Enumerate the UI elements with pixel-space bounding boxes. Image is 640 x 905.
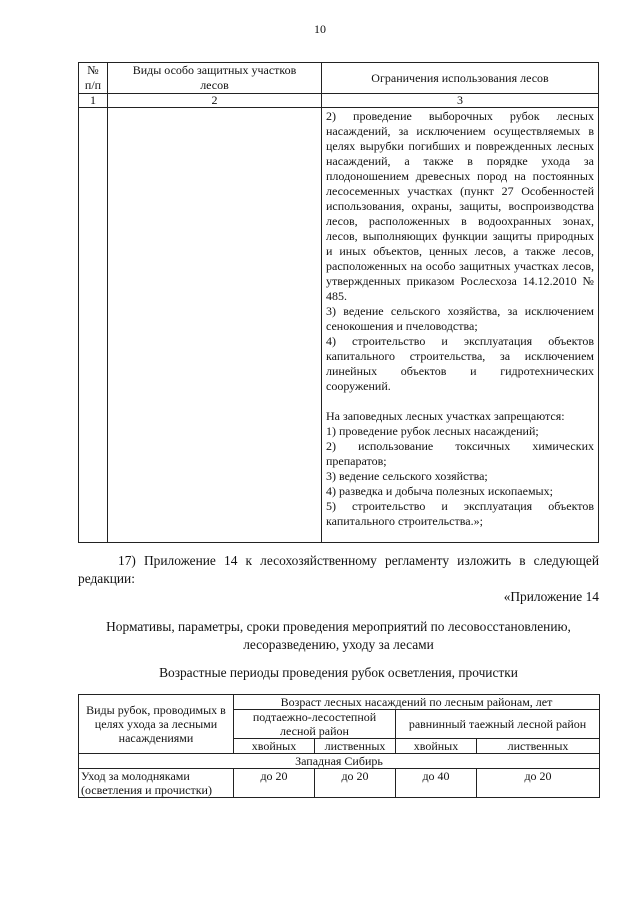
- header-cut-types: Виды рубок, проводимых в целях ухода за лесными насаждениями: [79, 695, 234, 754]
- header-deciduous: лиственных: [315, 739, 396, 754]
- row-value: до 20: [315, 769, 396, 798]
- restriction-paragraph: 3) ведение сельского хозяйства, за исключением сенокошения и пчеловодства;: [326, 304, 594, 333]
- restriction-paragraph: 4) строительство и эксплуатация объектов капитального строительства, за исключением линейных объектов и гидротехнических сооружений.: [326, 334, 594, 393]
- appendix-subtitle-block: [78, 664, 599, 682]
- empty-number-cell: [79, 108, 108, 543]
- table-row: [79, 769, 600, 798]
- column-number: 1: [79, 94, 108, 108]
- appendix-title: Нормативы, параметры, сроки проведения мероприятий по лесовосстановлению, лесоразведению, уходу за лесами: [106, 619, 571, 652]
- appendix-label: «Приложение 14: [503, 589, 599, 604]
- restriction-paragraph: 3) ведение сельского хозяйства;: [326, 469, 488, 483]
- section-row: [79, 754, 600, 769]
- table-row: [79, 108, 599, 543]
- thinning-age-table: [78, 694, 600, 798]
- header-age-group: Возраст лесных насаждений по лесным районам, лет: [234, 695, 600, 710]
- forest-restrictions-table: [78, 62, 599, 543]
- restriction-paragraph: 2) проведение выборочных рубок лесных насаждений, за исключением осуществляемых в целях вырубки погибших и поврежденных лесных насаждений, а также в порядке ухода за плодоношением древесных пород на постоянных лесосеменных участках (пункт 27 Особенностей использования, охраны, защиты, воспроизводства лесов, расположенных в водоохранных зонах, лесов, выполняющих функции защиты природных и иных объектов, ценных лесов, а также лесов, расположенных на особо защитных участках лесов, утвержденных приказом Рослесхоза 14.12.2010 № 485.: [326, 109, 594, 303]
- header-region-taiga: равнинный таежный лесной район: [396, 710, 600, 739]
- column-number-row: [79, 94, 599, 108]
- row-value: до 20: [477, 769, 600, 798]
- header-coniferous: хвойных: [234, 739, 315, 754]
- amendment-item: [78, 552, 599, 606]
- restriction-paragraph: 2) использование токсичных химических препаратов;: [326, 439, 594, 468]
- header-area-types: Виды особо защитных участков лесов: [108, 63, 322, 94]
- item-17-text: 17) Приложение 14 к лесохозяйственному регламенту изложить в следующей редакции:: [78, 553, 599, 586]
- restriction-paragraph: 1) проведение рубок лесных насаждений;: [326, 424, 539, 438]
- empty-area-cell: [108, 108, 322, 543]
- header-deciduous: лиственных: [477, 739, 600, 754]
- column-number: 3: [322, 94, 599, 108]
- column-number: 2: [108, 94, 322, 108]
- header-restrictions: Ограничения использования лесов: [322, 63, 599, 94]
- reserve-heading: На заповедных лесных участках запрещаются:: [326, 409, 565, 423]
- header-number: № п/п: [79, 63, 108, 94]
- header-coniferous: хвойных: [396, 739, 477, 754]
- table-header-row: [79, 695, 600, 710]
- restriction-paragraph: 5) строительство и эксплуатация объектов капитального строительства.»;: [326, 499, 594, 528]
- row-value: до 20: [234, 769, 315, 798]
- section-west-siberia: Западная Сибирь: [79, 754, 600, 769]
- row-name: Уход за молодняками (осветления и прочистки): [79, 769, 234, 798]
- restrictions-cell: [322, 108, 599, 543]
- page-number: 10: [314, 22, 326, 36]
- appendix-title-block: [78, 618, 599, 654]
- appendix-subtitle: Возрастные периоды проведения рубок осветления, прочистки: [159, 665, 518, 680]
- header-region-forest-steppe: подтаежно-лесостепной лесной район: [234, 710, 396, 739]
- restriction-paragraph: 4) разведка и добыча полезных ископаемых;: [326, 484, 553, 498]
- row-value: до 40: [396, 769, 477, 798]
- table-header-row: [79, 63, 599, 94]
